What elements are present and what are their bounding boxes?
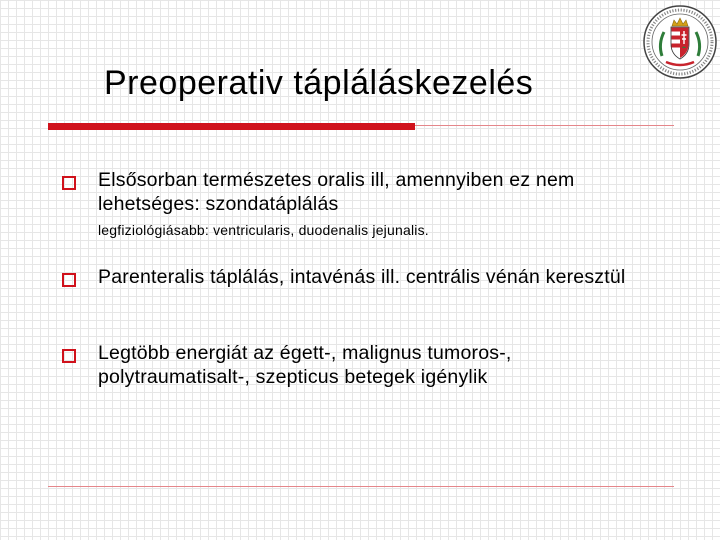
hollow-square-icon: [62, 176, 76, 190]
bullet-text: Elsősorban természetes oralis ill, amennyiben ez nem lehetséges: szondatáplálás: [98, 169, 575, 215]
bullet-text: Legtöbb energiát az égett-, malignus tumoros-, polytraumatisalt-, szepticus betegek igénylik: [98, 342, 512, 388]
hollow-square-icon: [62, 273, 76, 287]
hollow-square-icon: [62, 349, 76, 363]
footer-divider: [48, 486, 674, 487]
university-seal-icon: [642, 4, 718, 80]
slide-title: Preoperativ tápláláskezelés: [104, 64, 534, 102]
bullet-subtext: legfiziológiásabb: ventricularis, duodenalis jejunalis.: [98, 222, 429, 238]
title-accent-bar: [48, 123, 415, 130]
bullet-text: Parenteralis táplálás, intavénás ill. centrális vénán keresztül: [98, 266, 626, 288]
